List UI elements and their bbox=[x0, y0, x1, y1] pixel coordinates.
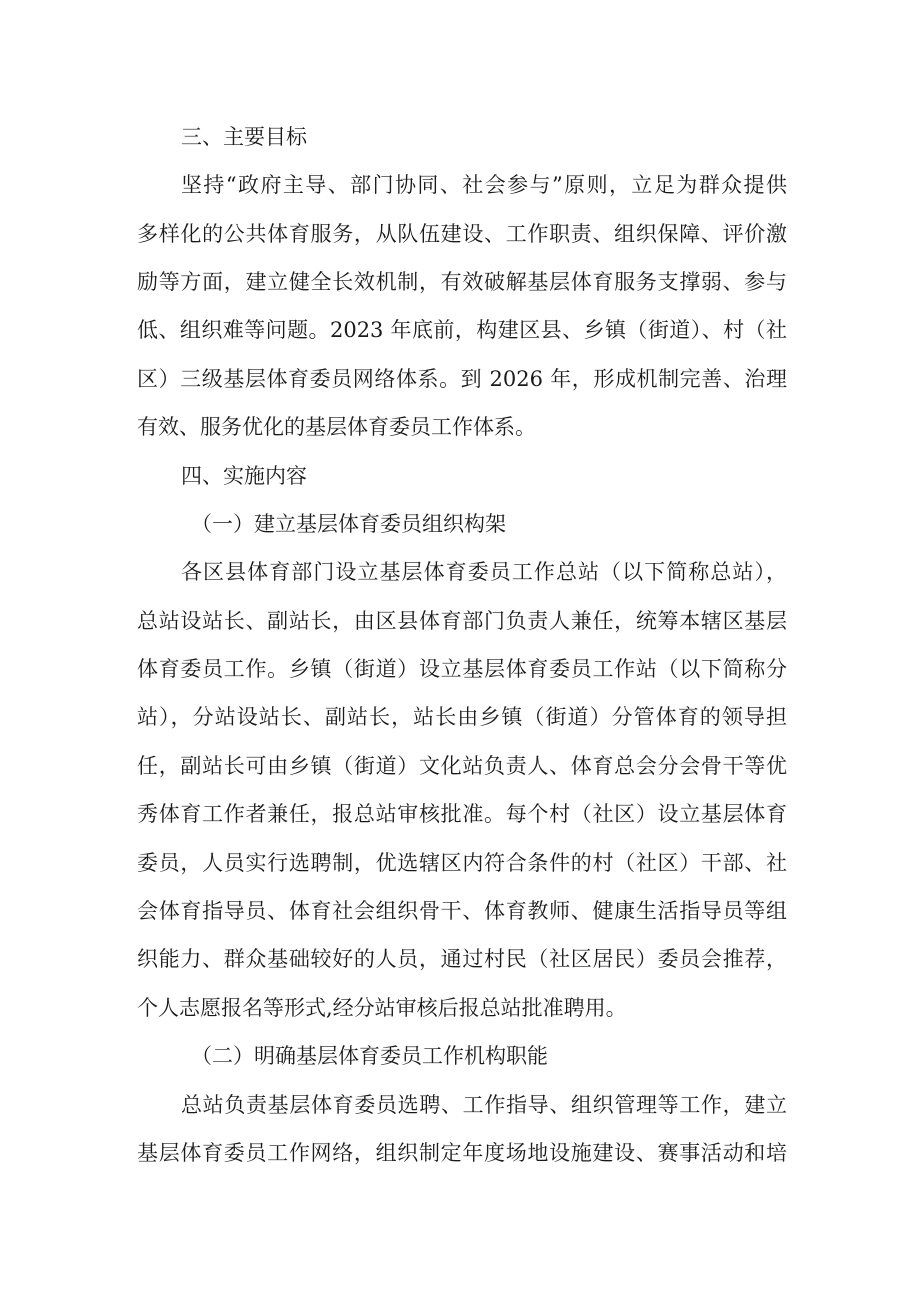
paragraph-line: 体育委员工作。乡镇（街道）设立基层体育委员工作站（以下简称分 bbox=[137, 657, 787, 681]
paragraph-line: 低、组织难等问题。2023 年底前，构建区县、乡镇（街道）、村（社 bbox=[137, 318, 787, 342]
paragraph-line: 总站设站长、副站长，由区县体育部门负责人兼任，统筹本辖区基层 bbox=[137, 609, 787, 633]
paragraph-line: 个人志愿报名等形式,经分站审核后报总站批准聘用。 bbox=[137, 996, 627, 1020]
paragraph-line: 坚持“政府主导、部门协同、社会参与”原则，立足为群众提供 bbox=[181, 173, 787, 197]
subsection-heading-1: （一）建立基层体育委员组织构架 bbox=[191, 512, 506, 536]
paragraph-line: 秀体育工作者兼任，报总站审核批准。每个村（社区）设立基层体育 bbox=[137, 802, 787, 826]
subsection-heading-2: （二）明确基层体育委员工作机构职能 bbox=[191, 1044, 548, 1068]
section-heading-main-goals: 三、主要目标 bbox=[181, 125, 307, 149]
paragraph-line: 站），分站设站长、副站长，站长由乡镇（街道）分管体育的领导担 bbox=[137, 705, 787, 729]
paragraph-line: 织能力、群众基础较好的人员，通过村民（社区居民）委员会推荐， bbox=[137, 947, 787, 971]
paragraph-line: 基层体育委员工作网络，组织制定年度场地设施建设、赛事活动和培 bbox=[137, 1141, 787, 1165]
section-heading-implementation: 四、实施内容 bbox=[181, 464, 307, 488]
paragraph-line: 各区县体育部门设立基层体育委员工作总站（以下简称总站）， bbox=[181, 560, 787, 584]
paragraph-line: 会体育指导员、体育社会组织骨干、体育教师、健康生活指导员等组 bbox=[137, 899, 787, 923]
paragraph-line: 有效、服务优化的基层体育委员工作体系。 bbox=[137, 415, 536, 439]
paragraph-line: 区）三级基层体育委员网络体系。到 2026 年，形成机制完善、治理 bbox=[137, 367, 787, 391]
paragraph-line: 励等方面，建立健全长效机制，有效破解基层体育服务支撑弱、参与 bbox=[137, 270, 787, 294]
paragraph-line: 多样化的公共体育服务，从队伍建设、工作职责、组织保障、评价激 bbox=[137, 222, 787, 246]
paragraph-line: 任，副站长可由乡镇（街道）文化站负责人、体育总会分会骨干等优 bbox=[137, 754, 787, 778]
paragraph-line: 总站负责基层体育委员选聘、工作指导、组织管理等工作，建立 bbox=[181, 1093, 787, 1117]
paragraph-line: 委员，人员实行选聘制，优选辖区内符合条件的村（社区）干部、社 bbox=[137, 851, 787, 875]
